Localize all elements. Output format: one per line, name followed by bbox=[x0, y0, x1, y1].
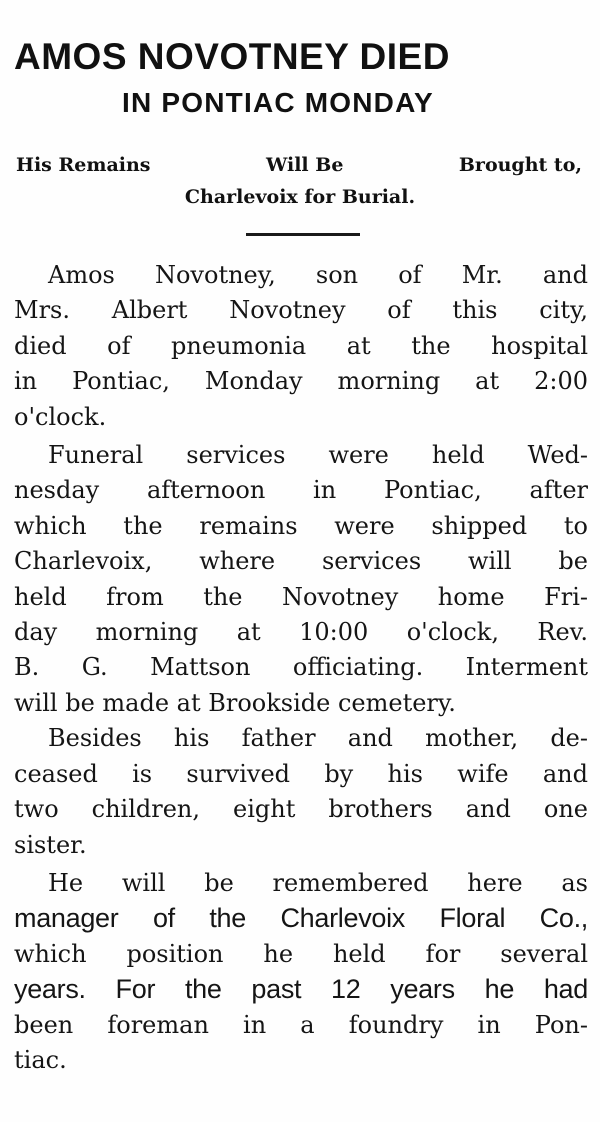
subheadline-word-group: Brought to, bbox=[458, 154, 582, 176]
article-paragraph bbox=[14, 721, 588, 863]
article-line: will be made at Brookside cemetery. bbox=[14, 688, 456, 717]
article-line: He will be remembered here as bbox=[48, 868, 588, 897]
article-line: sister. bbox=[14, 830, 87, 859]
article-line: ceased is survived by his wife and bbox=[14, 759, 588, 788]
article-line: held from the Novotney home Fri- bbox=[14, 582, 588, 611]
subheadline-word-group: Will Be bbox=[265, 154, 344, 176]
article-line: day morning at 10:00 o'clock, Rev. bbox=[14, 618, 588, 647]
article-paragraph bbox=[14, 438, 588, 721]
article-line: years. For the past 12 years he had bbox=[14, 974, 588, 1005]
headline-line-2: IN PONTIAC MONDAY bbox=[122, 87, 434, 118]
article-paragraph bbox=[14, 258, 588, 435]
article-line: two children, eight brothers and one bbox=[14, 795, 588, 824]
headline-line-1: AMOS NOVOTNEY DIED bbox=[14, 36, 450, 77]
article-line: Mrs. Albert Novotney of this city, bbox=[14, 296, 588, 325]
article-line: B. G. Mattson officiating. Interment bbox=[14, 653, 588, 682]
article-line: Funeral services were held Wed- bbox=[48, 441, 588, 470]
article-body bbox=[14, 258, 588, 1078]
article-line: nesday afternoon in Pontiac, after bbox=[14, 476, 588, 505]
article-line: Besides his father and mother, de- bbox=[48, 724, 588, 753]
article-line: in Pontiac, Monday morning at 2:00 bbox=[14, 367, 588, 396]
article-line: o'clock. bbox=[14, 402, 107, 431]
article-line: manager of the Charlevoix Floral Co., bbox=[14, 903, 588, 934]
article-line: been foreman in a foundry in Pon- bbox=[14, 1010, 588, 1039]
subheadline-word-group: His Remains bbox=[16, 154, 151, 176]
article-line: which position he held for several bbox=[14, 939, 588, 968]
subheadline-line-2: Charlevoix for Burial. bbox=[184, 186, 416, 208]
divider-rule bbox=[246, 233, 360, 236]
article-line: which the remains were shipped to bbox=[14, 511, 588, 540]
article-line: Amos Novotney, son of Mr. and bbox=[48, 261, 588, 289]
article-line: tiac. bbox=[14, 1045, 67, 1074]
subheadline-line-1 bbox=[10, 156, 590, 175]
article-line: died of pneumonia at the hospital bbox=[14, 331, 588, 360]
article-line: Charlevoix, where services will be bbox=[14, 547, 588, 576]
article-paragraph bbox=[14, 866, 588, 1078]
